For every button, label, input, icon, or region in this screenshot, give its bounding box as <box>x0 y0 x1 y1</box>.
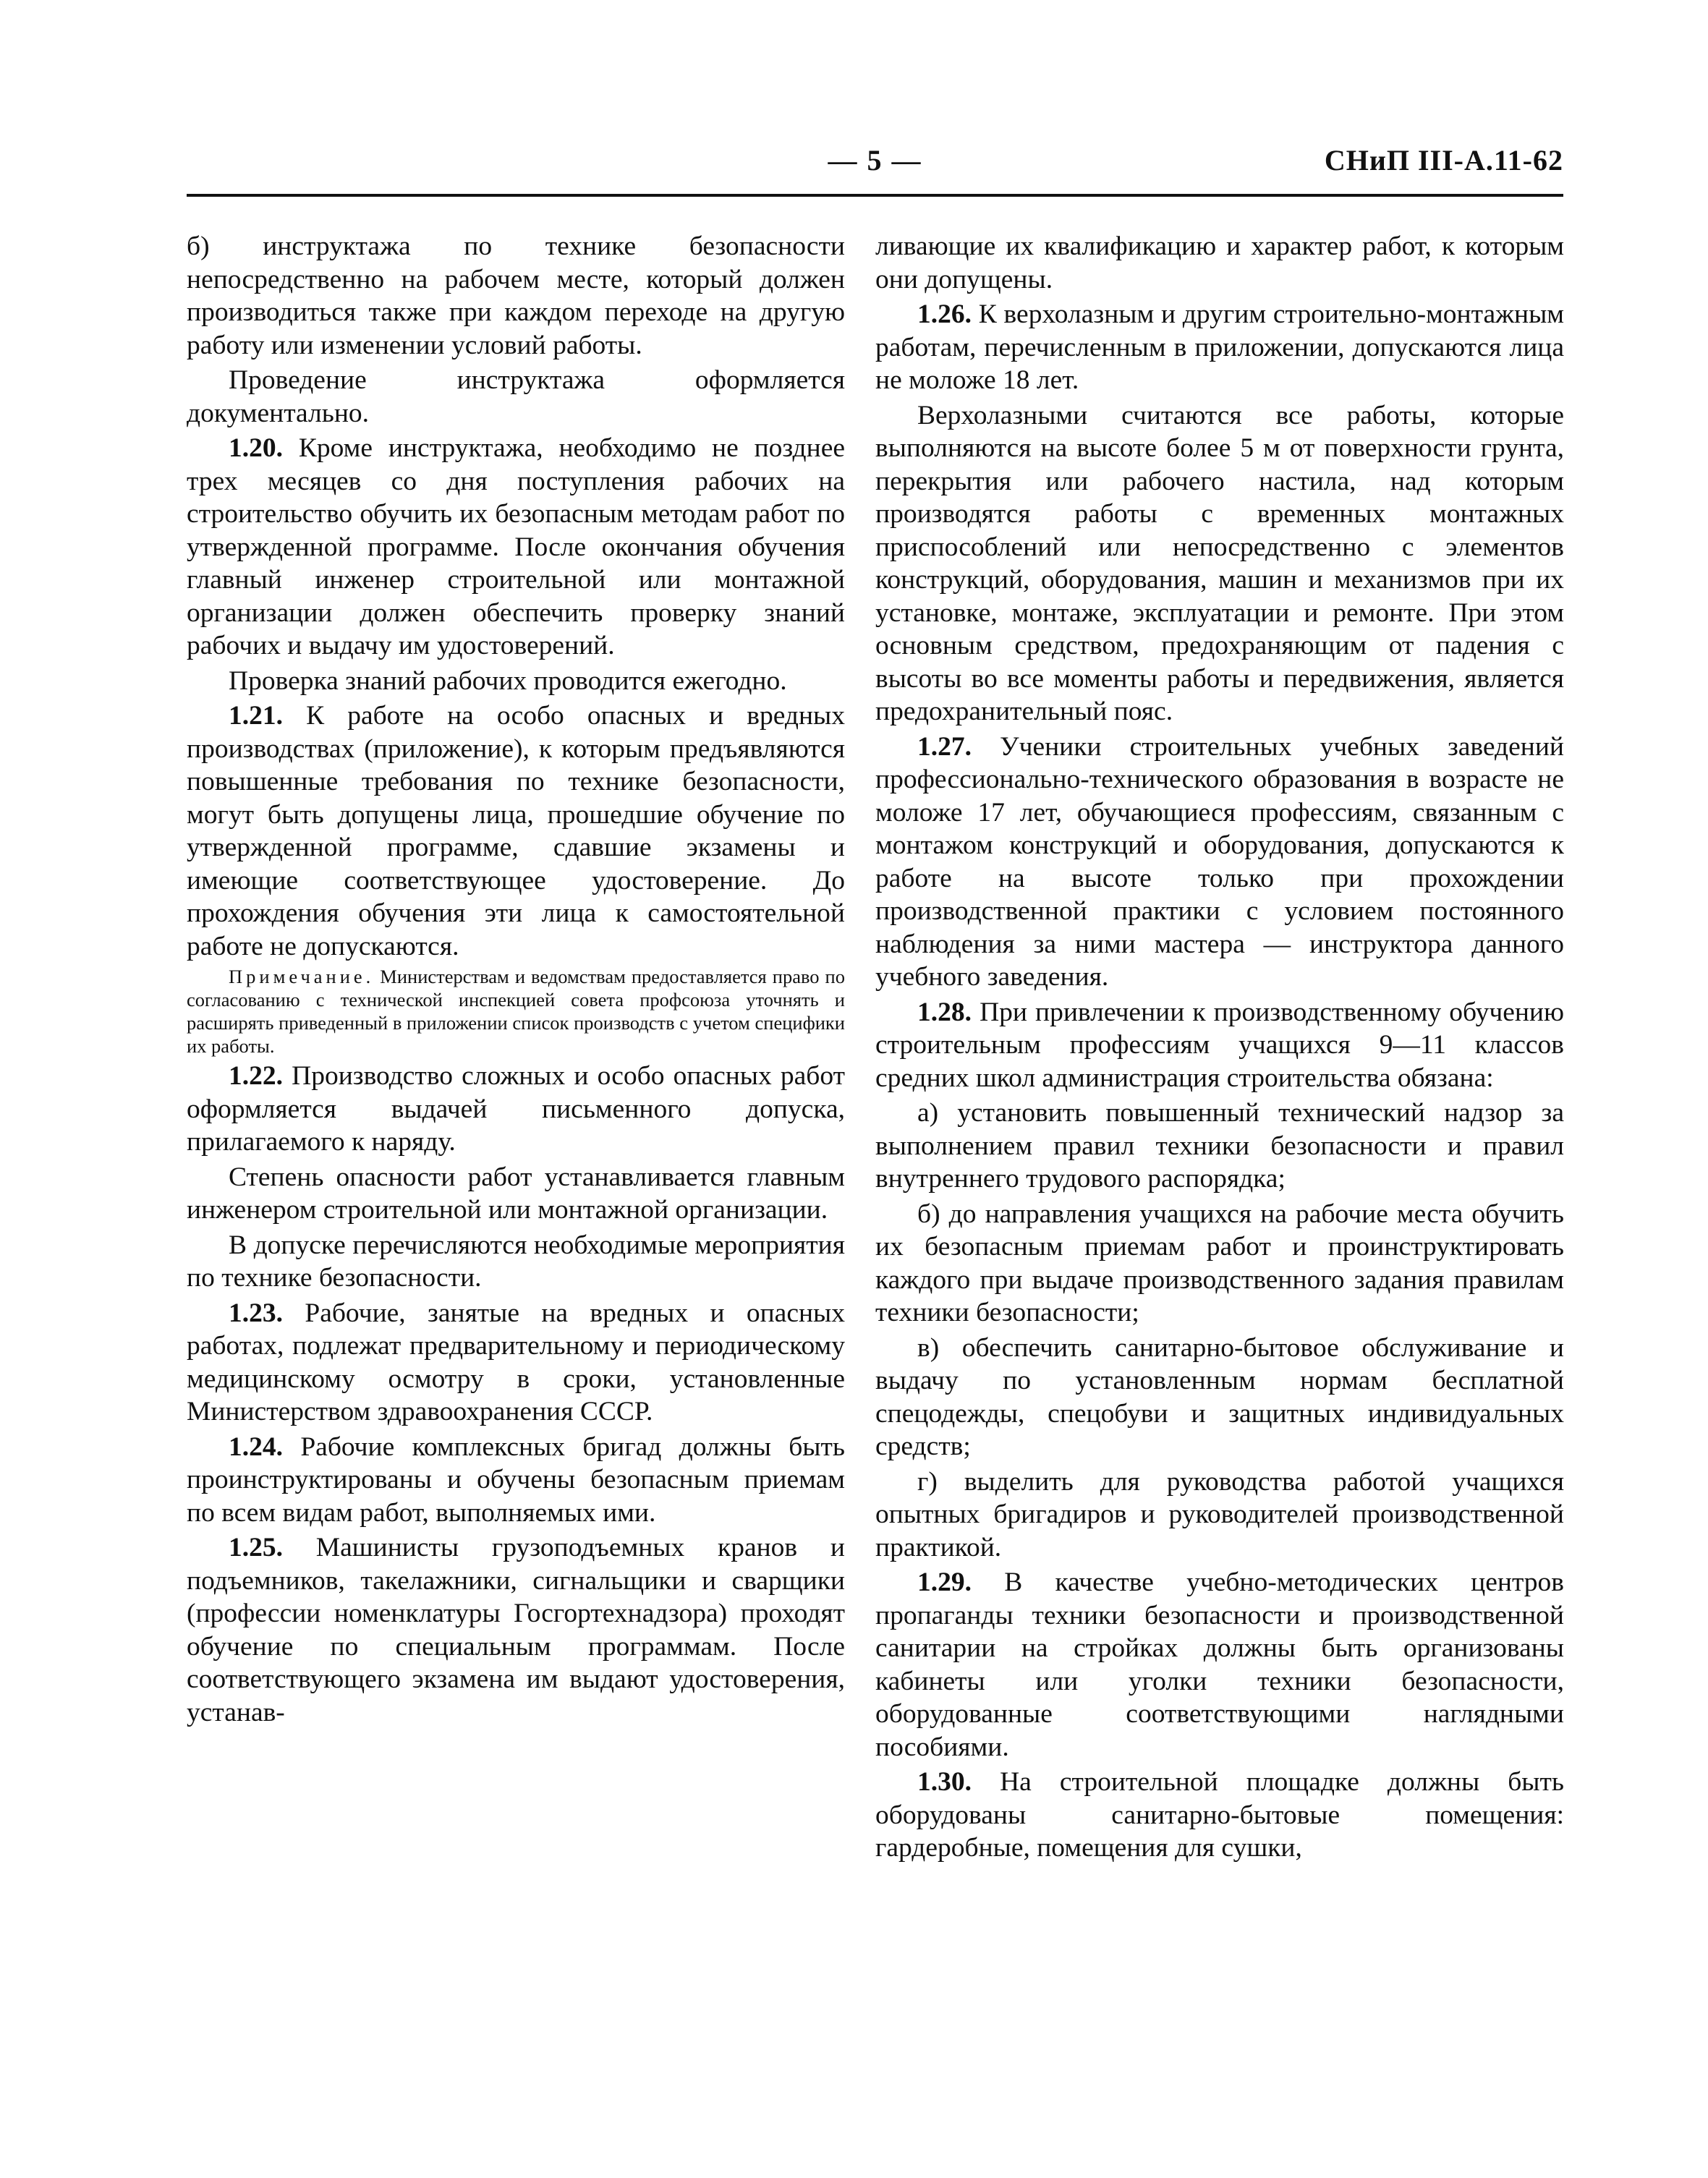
clause-number: 1.28. <box>917 997 972 1027</box>
paragraph-1-29 <box>875 1566 1564 1764</box>
clause-text: При привлечении к производственному обучению строительным профессиям учащихся 9—11 классов средних школ администрация строительства обязана: <box>875 997 1564 1093</box>
clause-text: Ученики строительных учебных заведений профессионально-технического образования в возрасте не моложе 17 лет, обучающиеся профессиям, связанным с монтажом конструкций и оборудования, допускаются к работе на высоте только при прохождении производственной практики с условием постоянного наблюдения за ними мастера — инструктора данного учебного заведения. <box>875 731 1564 992</box>
clause-number: 1.24. <box>229 1432 283 1462</box>
document-code: СНиП III-А.11-62 <box>1324 144 1563 176</box>
note-text: Министерствам и ведомствам предоставляется право по согласованию с технической инспекцией совета профсоюза уточнять и расширять приведенный в приложении список производств с учетом специфики их работы. <box>187 966 845 1057</box>
page-number: — 5 — <box>828 144 922 176</box>
paragraph-item-b: б) до направления учащихся на рабочие места обучить их безопасным приемам работ и проинструктировать каждого при выдаче производственного задания правилам техники безопасности; <box>875 1199 1564 1327</box>
paragraph-instruction-b: б) инструктажа по технике безопасности непосредственно на рабочем месте, который должен производиться также при каждом переходе на другую работу или изменении условий работы. <box>187 231 845 360</box>
paragraph-danger-degree: Степень опасности работ устанавливается главным инженером строительной или монтажной организации. <box>187 1162 845 1225</box>
clause-text: Машинисты грузоподъемных кранов и подъемников, такелажники, сигнальщики и сварщики (профессии номенклатуры Госгортехнадзора) проходят обучение по специальным программам. После соответствующего экзамена им выдают удостоверения, устанав- <box>187 1533 845 1727</box>
clause-number: 1.26. <box>917 299 972 329</box>
paragraph-item-g: г) выделить для руководства работой учащихся опытных бригадиров и руководителей производственной практикой. <box>875 1466 1564 1562</box>
header-rule <box>187 194 1563 197</box>
clause-number: 1.23. <box>229 1298 283 1328</box>
paragraph-1-20 <box>187 432 845 663</box>
paragraph-1-25 <box>187 1531 845 1729</box>
clause-text: К работе на особо опасных и вредных производствах (приложение), к которым предъявляются повышенные требования по технике безопасности, могут быть допущены лица, прошедшие обучение по утвержденной программе, сдавшие экзамены и имеющие соответствующее удостоверение. До прохождения обучения эти лица к самостоятельной работе не допускаются. <box>187 701 845 961</box>
note-label: Примечание. <box>229 966 375 987</box>
clause-text: К верхолазным и другим строительно-монтажным работам, перечисленным в приложении, допускаются лица не моложе 18 лет. <box>875 299 1564 395</box>
paragraph-1-30 <box>875 1766 1564 1865</box>
paragraph-knowledge-check: Проверка знаний рабочих проводится ежегодно. <box>229 665 787 696</box>
page-header <box>187 143 1563 187</box>
clause-text: Производство сложных и особо опасных работ оформляется выдачей письменного допуска, прилагаемого к наряду. <box>187 1061 845 1157</box>
paragraph-item-v: в) обеспечить санитарно-бытовое обслуживание и выдачу по установленным нормам бесплатной спецодежды, спецобуви и защитных индивидуальных средств; <box>875 1332 1564 1461</box>
right-column <box>875 230 1564 1867</box>
clause-number: 1.30. <box>917 1767 972 1797</box>
paragraph-documented: Проведение инструктажа оформляется документально. <box>187 365 845 428</box>
paragraph-item-a: а) установить повышенный технический надзор за выполнением правил техники безопасности и правил внутреннего трудового распорядка; <box>875 1098 1564 1194</box>
paragraph-1-28 <box>875 996 1564 1095</box>
clause-text: В качестве учебно-методических центров пропаганды техники безопасности и производственной санитарии на стройках должны быть организованы кабинеты или уголки техники безопасности, оборудованные соответствующими наглядными пособиями. <box>875 1567 1564 1762</box>
paragraph-1-21 <box>187 699 845 963</box>
paragraph-1-24 <box>187 1431 845 1530</box>
clause-number: 1.29. <box>917 1567 972 1597</box>
paragraph-1-26 <box>875 298 1564 397</box>
clause-text: Рабочие, занятые на вредных и опасных работах, подлежат предварительному и периодическому медицинскому осмотру в сроки, установленные Министерством здравоохранения СССР. <box>187 1298 845 1426</box>
clause-number: 1.27. <box>917 731 972 762</box>
paragraph-1-22 <box>187 1060 845 1159</box>
paragraph-1-27 <box>875 731 1564 994</box>
clause-text: Рабочие комплексных бригад должны быть проинструктированы и обучены безопасным приемам по всем видам работ, выполняемых ими. <box>187 1432 845 1528</box>
clause-number: 1.25. <box>229 1533 283 1562</box>
clause-number: 1.22. <box>229 1061 283 1091</box>
left-column <box>187 230 845 1731</box>
clause-number: 1.20. <box>229 433 283 463</box>
paragraph-1-23 <box>187 1297 845 1429</box>
paragraph-high-altitude: Верхолазными считаются все работы, которые выполняются на высоте более 5 м от поверхности грунта, перекрытия или рабочего настила, над которым производятся работы с временных монтажных приспособлений или непосредственно с элементов конструкций, оборудования, машин и механизмов при их установке, монтаже, эксплуатации и ремонте. При этом основным средством, предохраняющим от падения с высоты во все моменты работы и передвижения, является предохранительный пояс. <box>875 400 1564 726</box>
paragraph-continuation: ливающие их квалификацию и характер работ, к которым они допущены. <box>875 231 1564 294</box>
note <box>187 965 845 1058</box>
clause-number: 1.21. <box>229 701 283 731</box>
clause-text: На строительной площадке должны быть оборудованы санитарно-бытовые помещения: гардеробные, помещения для сушки, <box>875 1767 1564 1863</box>
paragraph-permit-measures: В допуске перечисляются необходимые мероприятия по технике безопасности. <box>187 1230 845 1293</box>
clause-text: Кроме инструктажа, необходимо не позднее трех месяцев со дня поступления рабочих на строительство обучить их безопасным методам работ по утвержденной программе. После окончания обучения главный инженер строительной или монтажной организации должен обеспечить проверку знаний рабочих и выдачу им удостоверений. <box>187 433 845 660</box>
